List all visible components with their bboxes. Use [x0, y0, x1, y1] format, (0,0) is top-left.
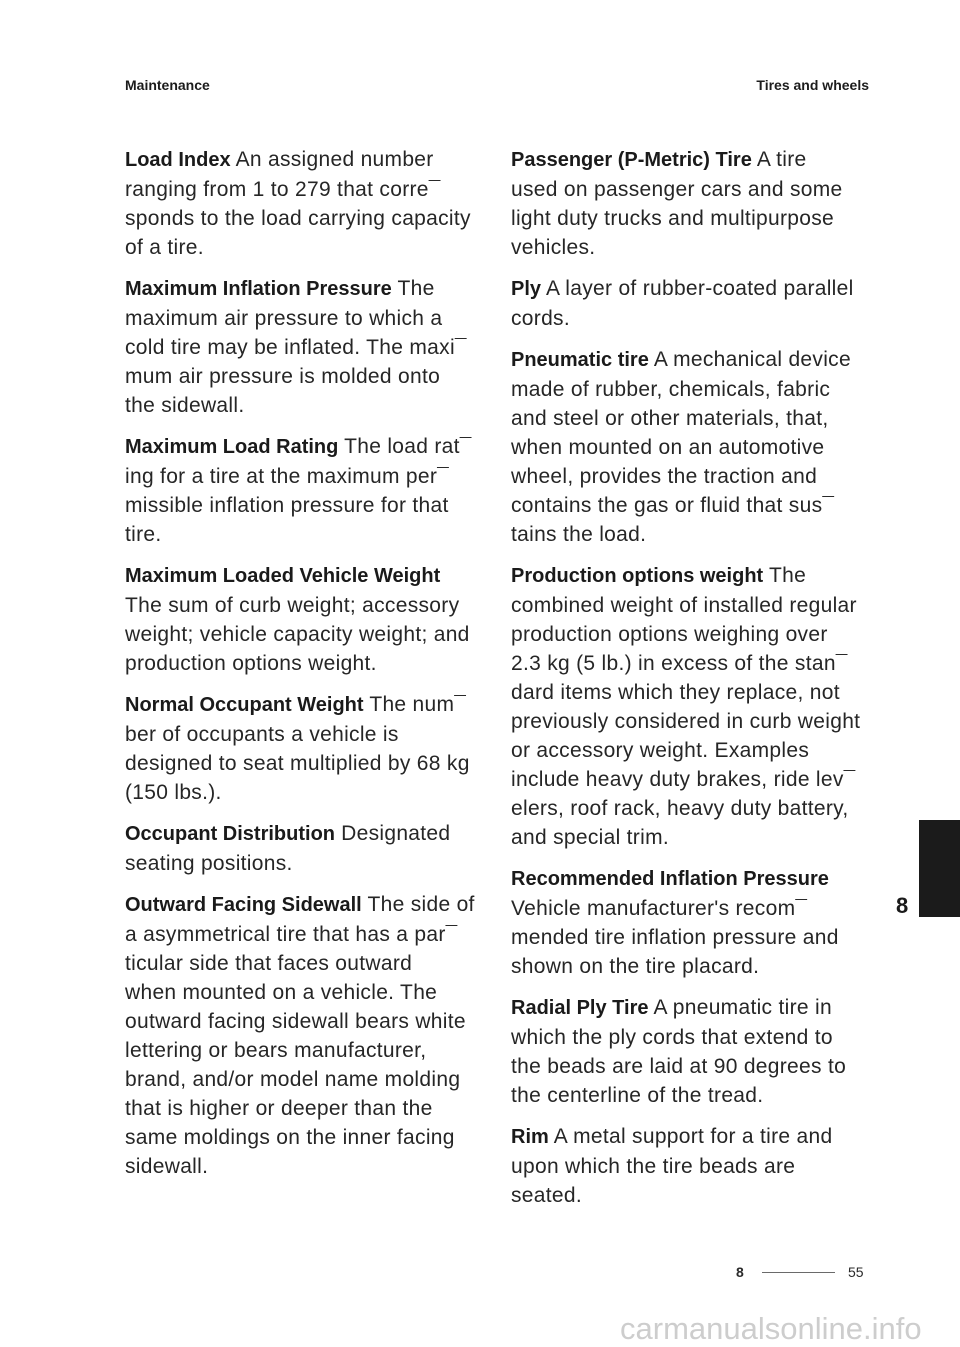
entry-line: The sum of curb weight; accessory	[125, 594, 460, 617]
entry-line: same moldings on the inner facing	[125, 1126, 455, 1149]
entry-term: Occupant Distribution	[125, 823, 335, 845]
entry-normal-occupant-weight	[125, 690, 497, 807]
entry-line	[125, 890, 497, 920]
left-column	[125, 145, 497, 1193]
entry-line: mended tire inflation pressure and	[511, 926, 839, 949]
watermark: carmanualsonline.info	[620, 1311, 922, 1346]
entry-line: weight; vehicle capacity weight; and	[125, 623, 470, 646]
entry-line: seating positions.	[125, 852, 293, 875]
entry-line: of a tire.	[125, 236, 204, 259]
entry-text: A mechanical device	[653, 348, 851, 371]
entry-line: tains the load.	[511, 523, 647, 546]
entry-text: A layer of rubber-coated parallel	[546, 277, 854, 300]
entry-term: Passenger (P-Metric) Tire	[511, 149, 752, 171]
entry-term: Maximum Loaded Vehicle Weight	[125, 565, 441, 587]
entry-line	[511, 561, 883, 591]
entry-line	[125, 432, 497, 462]
entry-line	[125, 145, 497, 175]
entry-line: seated.	[511, 1184, 582, 1207]
entry-line	[511, 145, 883, 175]
entry-line: tire.	[125, 523, 162, 546]
entry-line: which the ply cords that extend to	[511, 1026, 833, 1049]
entry-term: Pneumatic tire	[511, 349, 649, 371]
entry-radial-ply-tire	[511, 993, 883, 1110]
entry-line	[125, 819, 497, 849]
entry-term: Outward Facing Sidewall	[125, 894, 362, 916]
entry-line: lettering or bears manufacturer,	[125, 1039, 427, 1062]
entry-line: dard items which they replace, not	[511, 681, 840, 704]
entry-line: made of rubber, chemicals, fabric	[511, 378, 831, 401]
entry-line	[125, 690, 497, 720]
entry-term: Maximum Load Rating	[125, 436, 339, 458]
entry-text: A metal support for a tire and	[553, 1125, 833, 1148]
entry-line: contains the gas or fluid that sus¯	[511, 494, 835, 517]
entry-term: Radial Ply Tire	[511, 997, 649, 1019]
entry-term: Rim	[511, 1126, 549, 1148]
entry-text: A pneumatic tire in	[653, 996, 832, 1019]
entry-rim	[511, 1122, 883, 1210]
entry-text: The load rat¯	[344, 435, 472, 458]
entry-line: upon which the tire beads are	[511, 1155, 796, 1178]
entry-line: cold tire may be inflated. The maxi¯	[125, 336, 467, 359]
entry-maximum-inflation-pressure	[125, 274, 497, 420]
entry-text: A tire	[756, 148, 807, 171]
entry-line	[125, 274, 497, 304]
entry-line: used on passenger cars and some	[511, 178, 843, 201]
entry-maximum-load-rating	[125, 432, 497, 549]
entry-line: the sidewall.	[125, 394, 245, 417]
entry-line	[511, 993, 883, 1023]
entry-term: Maximum Inflation Pressure	[125, 278, 392, 300]
entry-pneumatic-tire	[511, 345, 883, 549]
entry-line: ticular side that faces outward	[125, 952, 413, 975]
entry-line: that is higher or deeper than the	[125, 1097, 433, 1120]
entry-production-options-weight	[511, 561, 883, 852]
entry-line: previously considered in curb weight	[511, 710, 861, 733]
entry-line: and steel or other materials, that,	[511, 407, 829, 430]
entry-line: the beads are laid at 90 degrees to	[511, 1055, 847, 1078]
entry-line: shown on the tire placard.	[511, 955, 760, 978]
entry-line: light duty trucks and multipurpose	[511, 207, 835, 230]
entry-line: a asymmetrical tire that has a par¯	[125, 923, 458, 946]
entry-passenger-tire	[511, 145, 883, 262]
entry-line: sidewall.	[125, 1155, 209, 1178]
entry-line: include heavy duty brakes, ride lev¯	[511, 768, 856, 791]
entry-text: Designated	[341, 822, 451, 845]
entry-load-index	[125, 145, 497, 262]
entry-line: ing for a tire at the maximum per¯	[125, 465, 450, 488]
entry-occupant-distribution	[125, 819, 497, 878]
footer-divider	[762, 1272, 835, 1273]
right-column	[511, 145, 883, 1222]
entry-line	[125, 561, 497, 591]
entry-text: The num¯	[369, 693, 467, 716]
section-title: Maintenance	[125, 77, 210, 93]
entry-line: Vehicle manufacturer's recom¯	[511, 897, 808, 920]
topic-title: Tires and wheels	[756, 77, 869, 93]
footer-chapter-number: 8	[736, 1264, 744, 1280]
entry-maximum-loaded-vehicle-weight	[125, 561, 497, 678]
entry-line: and special trim.	[511, 826, 669, 849]
entry-line: cords.	[511, 307, 570, 330]
entry-text: The	[397, 277, 435, 300]
entry-line: production options weighing over	[511, 623, 828, 646]
entry-term: Load Index	[125, 149, 231, 171]
entry-term: Ply	[511, 278, 542, 300]
entry-line: the centerline of the tread.	[511, 1084, 764, 1107]
entry-line: production options weight.	[125, 652, 377, 675]
entry-line	[511, 274, 883, 304]
entry-term: Normal Occupant Weight	[125, 694, 364, 716]
entry-line: wheel, provides the traction and	[511, 465, 818, 488]
entry-line: ber of occupants a vehicle is	[125, 723, 399, 746]
entry-line: elers, roof rack, heavy duty battery,	[511, 797, 849, 820]
entry-line: outward facing sidewall bears white	[125, 1010, 466, 1033]
entry-line: missible inflation pressure for that	[125, 494, 449, 517]
entry-line: (150 lbs.).	[125, 781, 222, 804]
entry-recommended-inflation-pressure	[511, 864, 883, 981]
entry-line: 2.3 kg (5 lb.) in excess of the stan¯	[511, 652, 848, 675]
entry-line: designed to seat multiplied by 68 kg	[125, 752, 470, 775]
entry-text: An assigned number	[235, 148, 434, 171]
entry-line: brand, and/or model name molding	[125, 1068, 461, 1091]
entry-line: mum air pressure is molded onto	[125, 365, 441, 388]
entry-line: when mounted on a vehicle. The	[125, 981, 438, 1004]
entry-term: Production options weight	[511, 565, 764, 587]
entry-term: Recommended Inflation Pressure	[511, 868, 829, 890]
chapter-tab-number: 8	[896, 893, 909, 918]
entry-line: when mounted on an automotive	[511, 436, 825, 459]
entry-ply	[511, 274, 883, 333]
entry-line: maximum air pressure to which a	[125, 307, 443, 330]
entry-line: or accessory weight. Examples	[511, 739, 810, 762]
entry-line: sponds to the load carrying capacity	[125, 207, 471, 230]
entry-line	[511, 864, 883, 894]
entry-outward-facing-sidewall	[125, 890, 497, 1181]
footer-page-number: 55	[848, 1264, 864, 1280]
entry-line: ranging from 1 to 279 that corre¯	[125, 178, 441, 201]
entry-line: vehicles.	[511, 236, 596, 259]
entry-line	[511, 1122, 883, 1152]
chapter-tab	[919, 820, 960, 917]
entry-text: The	[768, 564, 807, 587]
entry-line	[511, 345, 883, 375]
entry-text: The side of	[367, 893, 475, 916]
entry-line: combined weight of installed regular	[511, 594, 857, 617]
